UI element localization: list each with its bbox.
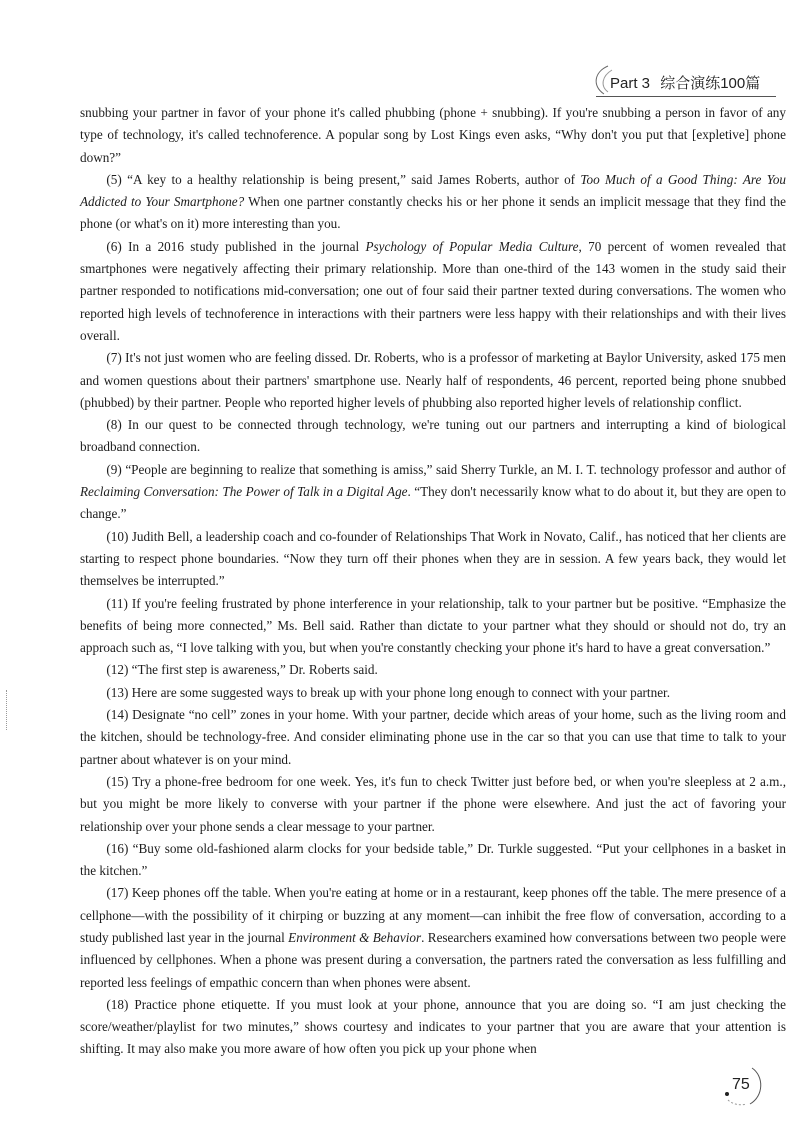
margin-mark xyxy=(6,690,8,730)
paragraph-text: , 70 percent of women revealed that smartphones were negatively affecting their primary relationship. More than one-third of the 143 women in the study said their partner responded to notifications mid-conversation; one out of four said their partner texted during conversations. The women who reported high levels of technoference in interactions with their partners were less happy with their relationships and with their lives overall. xyxy=(80,238,786,343)
paragraph-p5 xyxy=(80,169,786,236)
italic-title: Environment & Behavior xyxy=(288,929,422,945)
paragraph-p9 xyxy=(80,459,786,526)
italic-title: Psychology of Popular Media Culture xyxy=(365,238,579,254)
paragraph-p6 xyxy=(80,236,786,347)
paragraph-text: . “They don't necessarily know what to do about it, but they are open to change.” xyxy=(80,484,786,522)
paragraph-text: . Researchers examined how conversations between two people were influenced by cellphones. When a phone was present during a conversation, the partners rated the conversation as less fulfilling and reported less feelings of empathic concern than when phones were absent. xyxy=(80,929,786,990)
paragraph-text: (12) “The first step is awareness,” Dr. Roberts said. xyxy=(106,662,378,678)
paragraph-text: (11) If you're feeling frustrated by phone interference in your relationship, talk to your partner but be positive. “Emphasize the benefits of being more connected,” Ms. Bell said. Rather than dictate to your partner what they should or should not do, try an approach such as, “I love talking with you, but when you're constantly checking your phone it's hard to have a great conversation.” xyxy=(80,595,786,656)
header-section: 综合演练100篇 xyxy=(660,75,761,92)
paragraph-p8 xyxy=(80,414,786,459)
paragraph-p10 xyxy=(80,526,786,593)
paragraph-text: (17) Keep phones off the table. When you're eating at home or in a restaurant, keep phones off the table. The mere presence of a cellphone—with the possibility of it chirping or buzzing at any moment—can inhibit the free flow of conversation, according to a study published last year in the journal xyxy=(80,885,786,945)
paragraph-p13 xyxy=(80,682,786,704)
paragraph-text: (9) “People are beginning to realize that something is amiss,” said Sherry Turkle, an M. I. T. technology professor and author of xyxy=(106,461,786,477)
paragraph-text: (16) “Buy some old-fashioned alarm clocks for your bedside table,” Dr. Turkle suggested. “Put your cellphones in a basket in the kitchen.” xyxy=(80,840,786,879)
paragraph-text: (18) Practice phone etiquette. If you must look at your phone, announce that you are doing so. “I am just checking the score/weather/playlist for two minutes,” shows courtesy and indicates to your partner that you are aware that your attention is shifting. It may also make you more aware of how often you pick up your phone when xyxy=(80,996,786,1057)
running-header xyxy=(588,62,788,102)
paragraph-text: (14) Designate “no cell” zones in your home. With your partner, decide which areas of your home, such as the living room and the kitchen, should be technology-free. And consider eliminating phone use in the car so that you can use that time to talk to your partner about whatever is on your mind. xyxy=(80,707,786,767)
paragraph-text: (6) In a 2016 study published in the journal xyxy=(106,238,366,254)
header-part: Part 3 xyxy=(610,75,651,92)
paragraph-text: (7) It's not just women who are feeling dissed. Dr. Roberts, who is a professor of marketing at Baylor University, asked 175 men and women questions about their partners' smartphone use. Nearly half of respondents, 46 percent, reported being phone snubbed (phubbed) by their partner. People who reported higher levels of phubbing also reported higher levels of relationship conflict. xyxy=(80,350,786,410)
page-number: 75 xyxy=(732,1076,750,1093)
header-text xyxy=(610,72,760,93)
paragraph-p14 xyxy=(80,704,786,771)
paragraph-p18 xyxy=(80,994,786,1061)
paragraph-p16 xyxy=(80,838,786,883)
paragraph-text: When one partner constantly checks his or her phone it sends an implicit message that they find the phone (or what's on it) more interesting than you. xyxy=(80,194,786,232)
paragraph-text: (5) “A key to a healthy relationship is being present,” said James Roberts, author of xyxy=(106,171,581,187)
paragraph-p17 xyxy=(80,882,786,993)
italic-title: Too Much of a Good Thing: Are You Addicted to Your Smartphone? xyxy=(80,171,787,210)
paragraph-text: (13) Here are some suggested ways to break up with your phone long enough to connect with your partner. xyxy=(106,684,671,700)
paragraph-p15 xyxy=(80,771,786,838)
paragraph-cont xyxy=(80,102,786,169)
paragraph-text: (8) In our quest to be connected through technology, we're tuning out our partners and interrupting a kind of biological broadband connection. xyxy=(80,417,786,455)
article-body xyxy=(80,102,786,1061)
paragraph-p12 xyxy=(80,659,786,681)
paragraph-p7 xyxy=(80,347,786,414)
paragraph-text: (15) Try a phone-free bedroom for one week. Yes, it's fun to check Twitter just before bed, or when you're sleepless at 2 a.m., but you might be more likely to converse with your partner if the phone were elsewhere. And just the act of favoring your relationship over your phone sends a clear message to your partner. xyxy=(80,773,786,834)
paragraph-text: (10) Judith Bell, a leadership coach and co-founder of Relationships That Work in Novato, Calif., has noticed that her clients are starting to respect phone boundaries. “Now they turn off their phones when they are in session. A few years back, they would let themselves be interrupted.” xyxy=(80,528,786,589)
page-number-badge xyxy=(722,1064,766,1108)
paragraph-p11 xyxy=(80,593,786,660)
italic-title: Reclaiming Conversation: The Power of Talk in a Digital Age xyxy=(80,484,408,500)
header-rule xyxy=(596,96,776,97)
paragraph-text: snubbing your partner in favor of your phone it's called phubbing (phone + snubbing). If you're snubbing a person in favor of any type of technology, it's called technoference. A popular song by Lost Kings even asks, “Why don't you put that [expletive] phone down?” xyxy=(80,105,786,165)
